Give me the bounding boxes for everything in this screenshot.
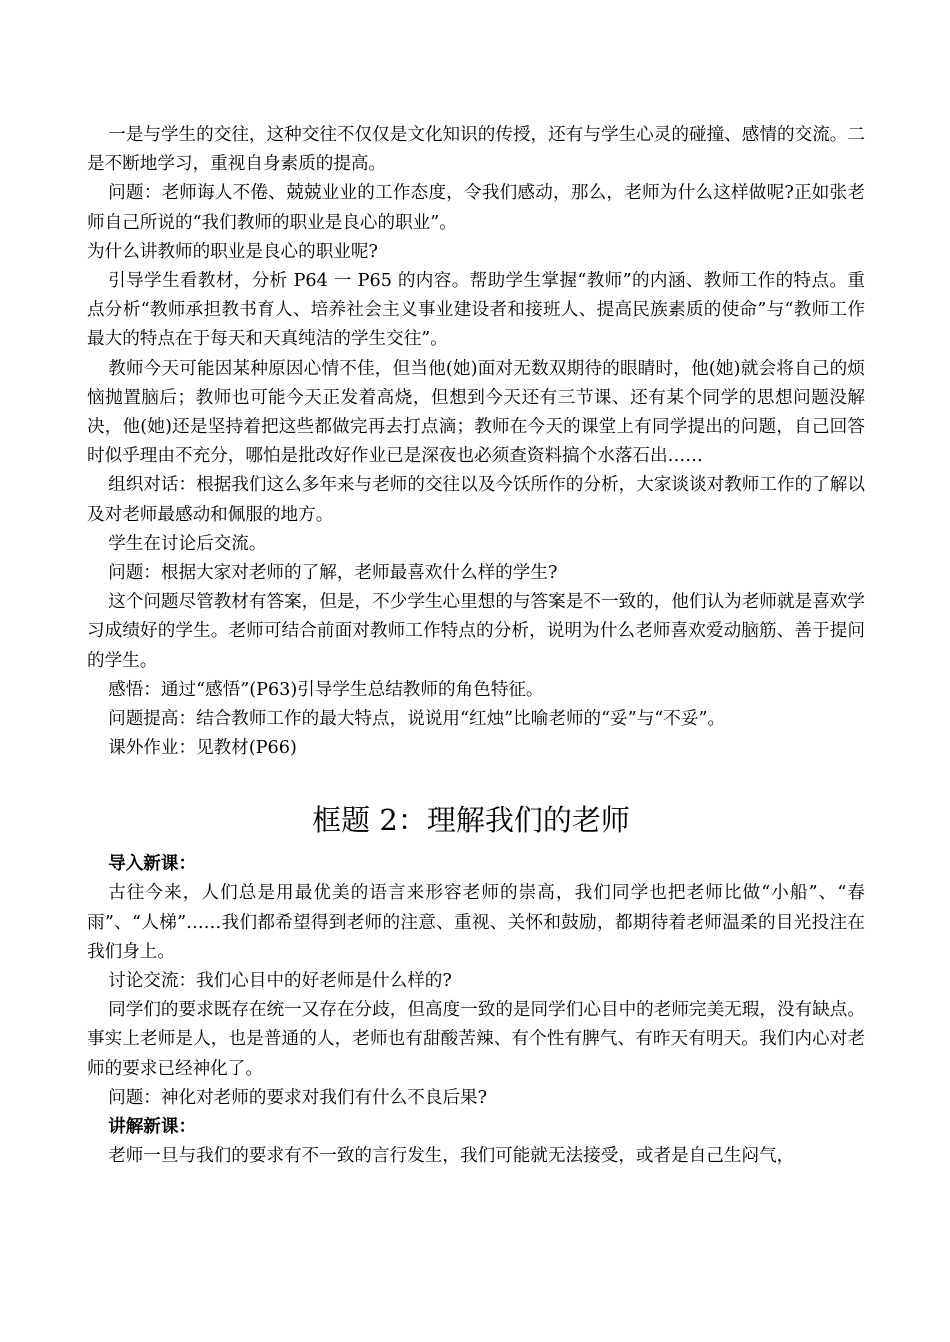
- paragraph-student-exchange: 学生在讨论后交流。: [108, 533, 267, 554]
- paragraph-deified-requirements: 同学们的要求既存在统一又存在分歧，但高度一致的是同学们心目中的老师完美无瑕，没有缺点。事实上老师是人，也是普通的人，老师也有甜酸苦辣、有个性有脾气、有昨天有明天。我们内心对老师的要求已经神化了。: [87, 1000, 865, 1079]
- paragraph-textbook-guidance: 引导学生看教材，分析 P64 一 P65 的内容。帮助学生掌握“教师”的内涵、教师工作的特点。重点分析“教师承担教书育人、培养社会主义事业建设者和接班人、提高民族素质的使命”与“教师工作最大的特点在于每天和天真纯洁的学生交往”。: [87, 271, 865, 350]
- paragraph-homework: 课外作业：见教材(P66): [108, 738, 297, 759]
- paragraph-discussion-good-teacher: 讨论交流：我们心目中的好老师是什么样的?: [108, 971, 452, 992]
- paragraph-organize-dialogue: 组织对话：根据我们这么多年来与老师的交往以及今饫所作的分析，大家谈谈对教师工作的了解以及对老师最感动和佩服的地方。: [87, 475, 865, 525]
- paragraph-intro-metaphors: 古往今来，人们总是用最优美的语言来形容老师的崇高，我们同学也把老师比做“小船”、“春雨”、“人梯”……我们都希望得到老师的注意、重视、关怀和鼓励，都期待着老师温柔的目光投注在我们身上。: [87, 883, 865, 962]
- document-page: [87, 121, 865, 1171]
- paragraph-question-consequences: 问题：神化对老师的要求对我们有什么不良后果?: [108, 1087, 488, 1108]
- paragraph-lecture-start: 老师一旦与我们的要求有不一致的言行发生，我们可能就无法接受，或者是自己生闷气，: [108, 1146, 795, 1167]
- paragraph-question-raise: 问题提高：结合教师工作的最大特点，说说用“红烛”比喻老师的“妥”与“不妥”。: [108, 709, 726, 730]
- section-title: 框题 2：理解我们的老师: [312, 803, 630, 838]
- lecture-heading: 讲解新课：: [108, 1117, 197, 1138]
- paragraph-question-favorite-student: 问题：根据大家对老师的了解，老师最喜欢什么样的学生?: [108, 563, 558, 584]
- paragraph-why-conscience: 为什么讲教师的职业是良心的职业呢?: [87, 241, 378, 262]
- paragraph-teacher-interaction: 一是与学生的交往，这种交往不仅仅是文化知识的传授，还有与学生心灵的碰撞、感情的交流。二是不断地学习，重视自身素质的提高。: [87, 125, 865, 175]
- intro-heading: 导入新课：: [108, 854, 197, 875]
- paragraph-question-conscience: 问题：老师诲人不倦、兢兢业业的工作态度，令我们感动，那么，老师为什么这样做呢?正如张老师自己所说的“我们教师的职业是良心的职业”。: [87, 183, 865, 233]
- paragraph-answer-discussion: 这个问题尽管教材有答案，但是，不少学生心里想的与答案是不一致的，他们认为老师就是喜欢学习成绩好的学生。老师可结合前面对教师工作特点的分析，说明为什么老师喜欢爱动脑筋、善于提问的学生。: [87, 592, 865, 671]
- paragraph-insight: 感悟：通过“感悟”(P63)引导学生总结教师的角色特征。: [108, 679, 544, 700]
- paragraph-teacher-dedication: 教师今天可能因某种原因心情不佳，但当他(她)面对无数双期待的眼睛时，他(她)就会将自己的烦恼抛置脑后；教师也可能今天正发着高烧，但想到今天还有三节课、还有某个同学的思想问题没解决，他(她)还是坚持着把这些都做完再去打点滴；教师在今天的课堂上有同学提出的问题，自己回答时似乎理由不充分，哪怕是批改好作业已是深夜也必须查资料搞个水落石出……: [87, 358, 865, 467]
